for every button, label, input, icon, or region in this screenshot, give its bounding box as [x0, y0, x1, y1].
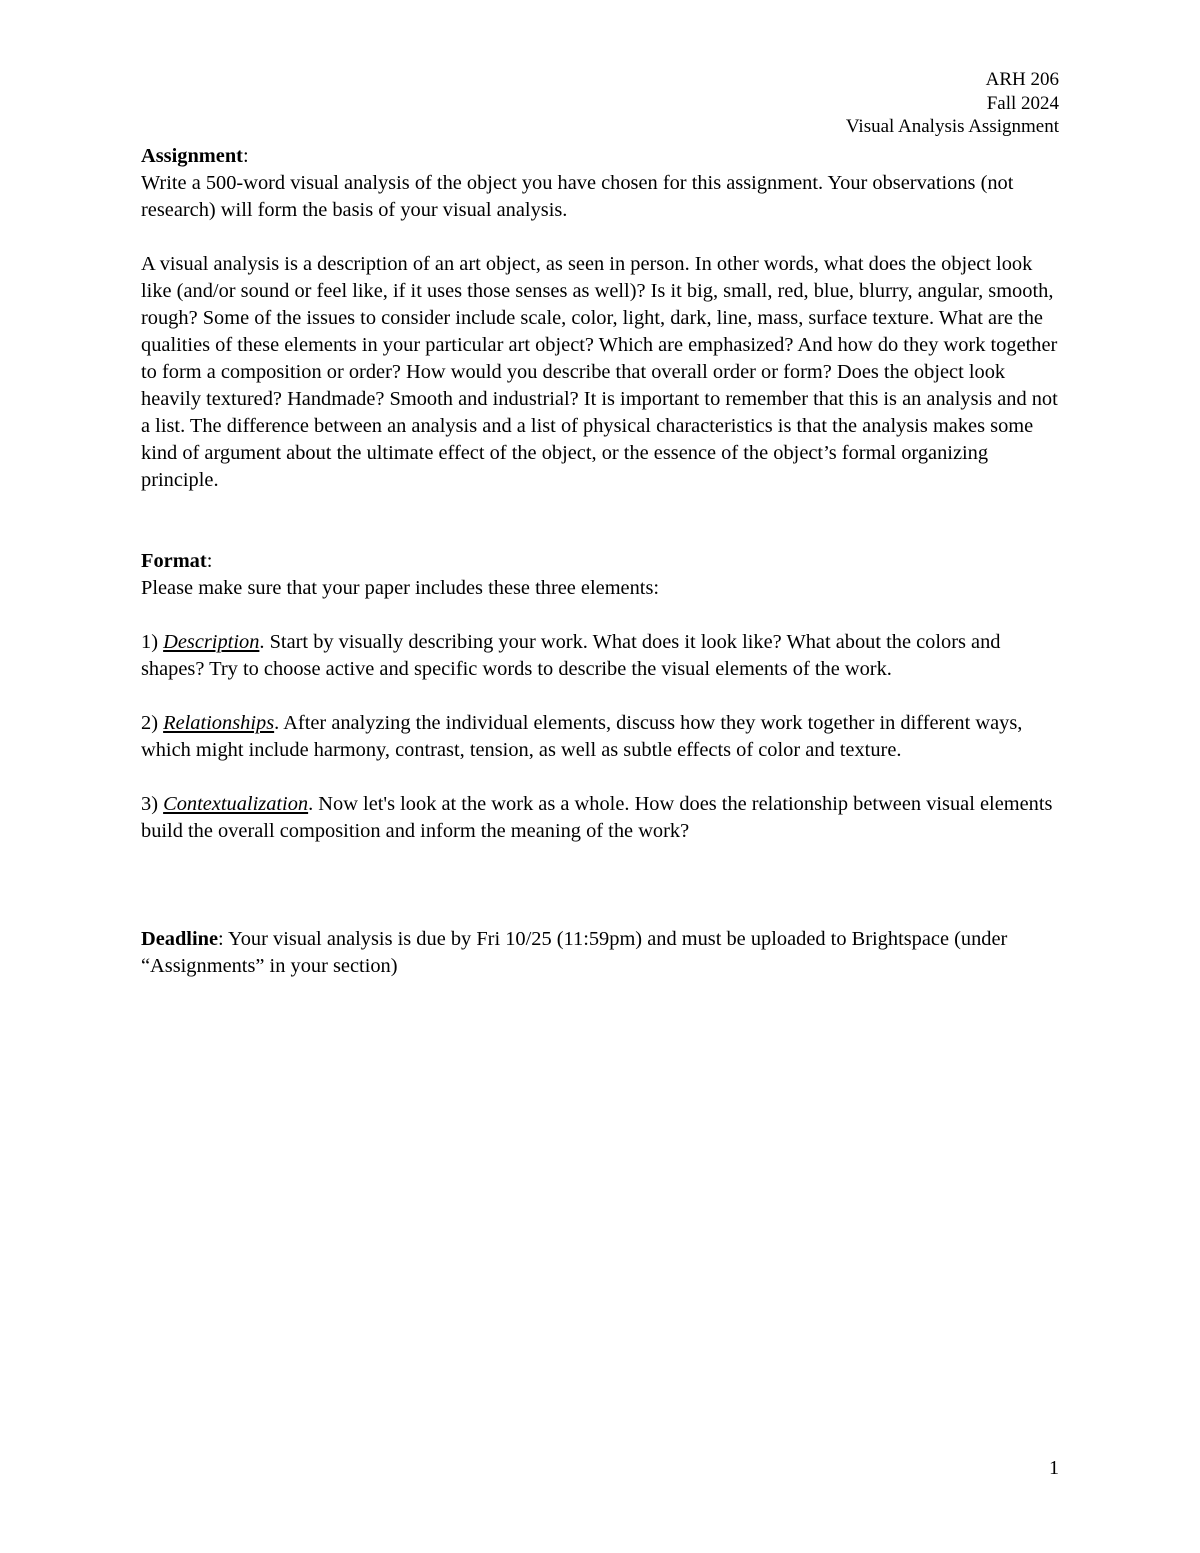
deadline-heading: Deadline: [141, 928, 219, 950]
item-text: . Start by visually describing your work. What does it look like? What about the colors and shapes? Try to choose active and specific words to describe the visual elements of the work.: [141, 631, 1001, 680]
item-term: Contextualization: [163, 793, 309, 815]
item-term: Description: [163, 631, 260, 653]
item-text: . Now let's look at the work as a whole. How does the relationship between visual elements build the overall composition and inform the meaning of the work?: [141, 793, 1053, 842]
item-number: 1): [141, 631, 158, 653]
format-heading-colon: :: [206, 550, 213, 572]
assignment-body: A visual analysis is a description of an art object, as seen in person. In other words, what does the object look like (and/or sound or feel like, if it uses those senses as well)? Is it big, small, red, blue, blurry, angular, smooth, rough? Some of the issues to consider include scale, color, light, dark, line, mass, surface texture. What are the qualities of these elements in your particular art object? Which are emphasized? And how do they work together to form a composition or order? How would you describe that overall order or form? Does the object look heavily textured? Handmade? Smooth and industrial? It is important to remember that this is an analysis and not a list. The difference between an analysis and a list of physical characteristics is that the analysis makes some kind of argument about the ultimate effect of the object, or the essence of the object’s formal organizing principle.: [141, 253, 1058, 491]
term-label: Fall 2024: [986, 92, 1059, 114]
assignment-heading-text: Assignment: [141, 145, 243, 167]
document-title: Visual Analysis Assignment: [845, 116, 1059, 137]
format-heading: [141, 548, 1066, 575]
course-code: ARH 206: [985, 69, 1059, 90]
format-item-description: [141, 629, 1066, 683]
assignment-heading-colon: :: [242, 145, 249, 167]
format-item-contextualization: [141, 791, 1066, 845]
document-header: [846, 68, 1059, 139]
item-number: 3): [141, 793, 158, 815]
item-text: . After analyzing the individual elements, discuss how they work together in different ways, which might include harmony, contrast, tension, as well as subtle effects of color and texture.: [141, 712, 1023, 761]
assignment-heading: [141, 143, 1066, 170]
format-item-relationships: [141, 710, 1066, 764]
format-heading-text: Format: [141, 550, 207, 572]
assignment-intro: Write a 500-word visual analysis of the object you have chosen for this assignment. Your observations (not research) will form the basis of your visual analysis.: [141, 172, 1014, 221]
item-term: Relationships: [163, 712, 275, 734]
deadline-text: : Your visual analysis is due by Fri 10/25 (11:59pm) and must be uploaded to Brightspace (under “Assignments” in your section): [141, 928, 1008, 977]
item-number: 2): [141, 712, 158, 734]
format-intro: Please make sure that your paper includes these three elements:: [141, 577, 660, 599]
page-number: 1: [1049, 1457, 1059, 1479]
deadline-paragraph: [141, 926, 1066, 980]
document-body: [141, 143, 1066, 980]
